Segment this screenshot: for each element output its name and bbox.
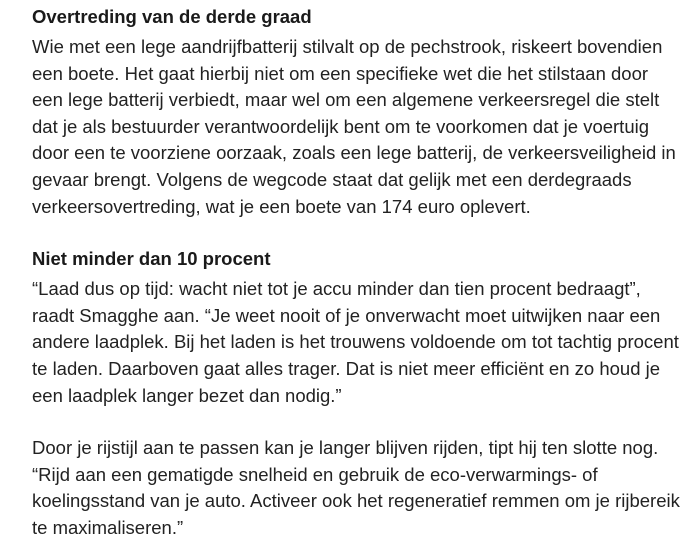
article-body bbox=[32, 4, 682, 542]
paragraph-laad-op-tijd: “Laad dus op tijd: wacht niet tot je accu minder dan tien procent bedraagt”, raadt Smagghe aan. “Je weet nooit of je onverwacht moet uitwijken naar een andere laadplek. Bij het laden is het trouwens voldoende om tot tachtig procent te laden. Daarboven gaat alles trager. Dat is niet meer efficiënt en zo houd je een laadplek langer bezet dan nodig.” bbox=[32, 278, 679, 406]
paragraph-spacer bbox=[32, 409, 682, 435]
paragraph-rijstijl: Door je rijstijl aan te passen kan je langer blijven rijden, tipt hij ten slotte nog. “Rijd aan een gematigde snelheid en gebruik de eco-verwarmings- of koelingsstand van je auto. Activeer ook het regeneratief remmen om je rijbereik te maximaliseren.” bbox=[32, 437, 680, 538]
section-spacer bbox=[32, 220, 682, 246]
paragraph-boete: Wie met een lege aandrijfbatterij stilvalt op de pechstrook, riskeert bovendien een boete. Het gaat hierbij niet om een specifieke wet die het stilstaan door een lege batterij verbiedt, maar wel om een algemene verkeersregel die stelt dat je als bestuurder verantwoordelijk bent om te voorkomen dat je voertuig door een te voorziene oorzaak, zoals een lege batterij, de verkeersveiligheid in gevaar brengt. Volgens de wegcode staat dat gelijk met een derdegraads verkeersovertreding, wat je een boete van 174 euro oplevert. bbox=[32, 36, 676, 217]
section-heading-derde-graad: Overtreding van de derde graad bbox=[32, 6, 312, 27]
section-heading-tien-procent: Niet minder dan 10 procent bbox=[32, 248, 271, 270]
